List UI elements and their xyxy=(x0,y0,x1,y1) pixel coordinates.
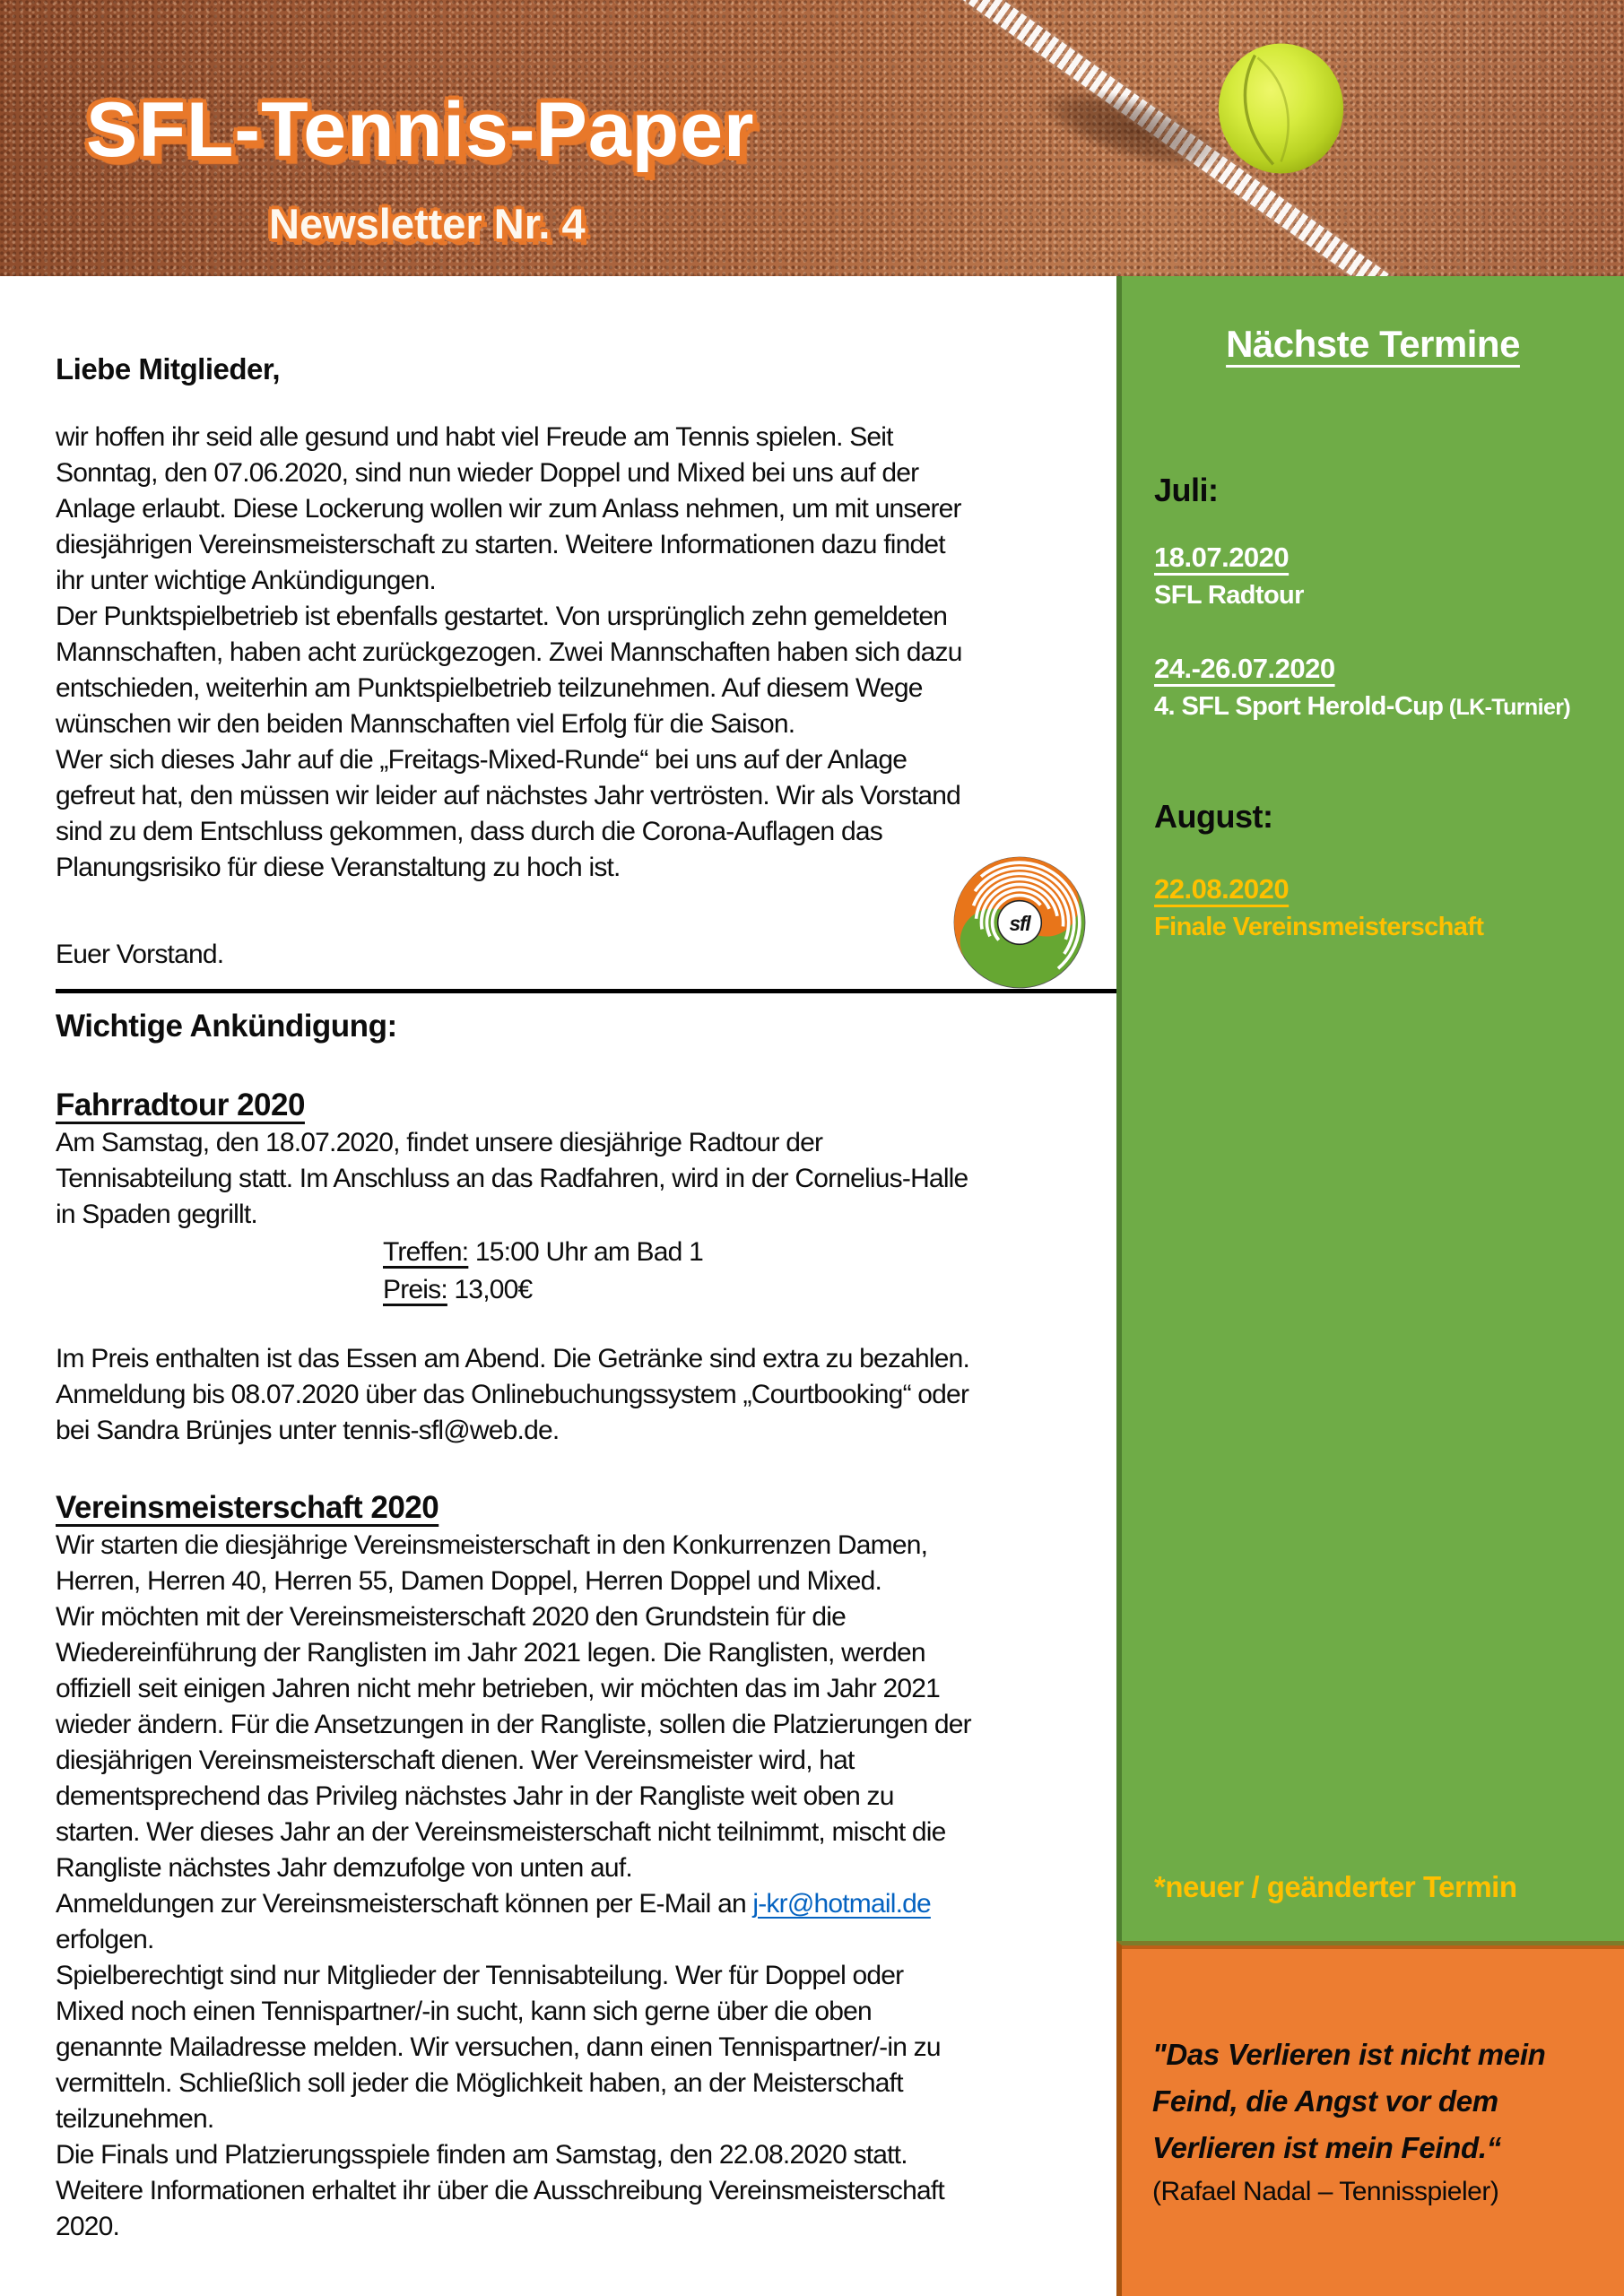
month-label-july: Juli: xyxy=(1154,472,1219,508)
event-name-herold-cup-main: 4. SFL Sport Herold-Cup xyxy=(1154,692,1444,721)
club-logo xyxy=(951,854,1088,991)
newsletter-title: SFL-Tennis-Paper xyxy=(86,87,755,173)
text-line: diesjährigen Vereinsmeisterschaft dienen. Wer Vereinsmeister wird, hat xyxy=(56,1746,855,1775)
main-content xyxy=(56,276,1116,2245)
event-name-radtour: SFL Radtour xyxy=(1154,581,1304,610)
text-line: wünschen wir den beiden Mannschaften viel Erfolg für die Saison. xyxy=(56,709,795,739)
price-line xyxy=(56,1272,1116,1308)
text-line: Herren, Herren 40, Herren 55, Damen Doppel, Herren Doppel und Mixed. xyxy=(56,1566,882,1596)
text-line: Feind, die Angst vor dem xyxy=(1152,2084,1498,2118)
text-line: dementsprechend das Privileg nächstes Jahr in der Rangliste weit oben zu xyxy=(56,1781,894,1811)
championship-heading: Vereinsmeisterschaft 2020 xyxy=(56,1490,439,1525)
biketour-heading: Fahrradtour 2020 xyxy=(56,1087,305,1122)
event-date-herold-cup: 24.-26.07.2020 xyxy=(1154,653,1335,684)
text-line: offiziell seit einigen Jahren nicht mehr betrieben, wir möchten das im Jahr 2021 xyxy=(56,1674,941,1703)
signoff-line: Euer Vorstand. xyxy=(56,940,224,969)
text-line: Anlage erlaubt. Diese Lockerung wollen wir zum Anlass nehmen, um mit unserer xyxy=(56,494,961,524)
text-line: "Das Verlieren ist nicht mein xyxy=(1152,2038,1546,2071)
text-line: wir hoffen ihr seid alle gesund und habt viel Freude am Tennis spielen. Seit xyxy=(56,422,893,452)
price-value: 13,00€ xyxy=(447,1275,533,1304)
text-line: Planungsrisiko für diese Veranstaltung zu hoch ist. xyxy=(56,853,621,882)
championship-paragraph-1 xyxy=(56,1528,1116,1886)
text-line: ihr unter wichtige Ankündigungen. xyxy=(56,566,436,595)
text-line: 2020. xyxy=(56,2212,120,2241)
text-line: Rangliste nächstes Jahr demzufolge von unten auf. xyxy=(56,1853,632,1883)
text-line: vermitteln. Schließlich soll jeder die Möglichkeit haben, an der Meisterschaft xyxy=(56,2068,903,2098)
text-line: Wiedereinführung der Ranglisten im Jahr 2021 legen. Die Ranglisten, werden xyxy=(56,1638,925,1668)
text-line: diesjährigen Vereinsmeisterschaft zu starten. Weitere Informationen dazu findet xyxy=(56,530,945,559)
text-line: Verlieren ist mein Feind.“ xyxy=(1152,2131,1501,2164)
text-line: Weitere Informationen erhaltet ihr über die Ausschreibung Vereinsmeisterschaft xyxy=(56,2176,944,2205)
email-line-prefix: Anmeldungen zur Vereinsmeisterschaft können per E-Mail an xyxy=(56,1889,753,1919)
club-logo-text: sfl xyxy=(1009,912,1030,936)
sidebar-heading: Nächste Termine xyxy=(1226,323,1520,365)
text-line: Mannschaften, haben acht zurückgezogen. Zwei Mannschaften haben sich dazu xyxy=(56,637,962,667)
tennis-ball-icon xyxy=(1216,42,1346,175)
text-line: Wir möchten mit der Vereinsmeisterschaft 2020 den Grundstein für die xyxy=(56,1602,847,1632)
meeting-line xyxy=(56,1235,1116,1270)
announcement-heading: Wichtige Ankündigung: xyxy=(56,1009,397,1044)
event-name-herold-cup xyxy=(1154,692,1570,722)
newsletter-subtitle: Newsletter Nr. 4 xyxy=(269,200,586,247)
biketour-paragraph-2 xyxy=(56,1341,1116,1449)
text-line: in Spaden gegrillt. xyxy=(56,1200,257,1229)
text-line: Die Finals und Platzierungsspiele finden am Samstag, den 22.08.2020 statt. xyxy=(56,2140,908,2170)
email-link[interactable]: j-kr@hotmail.de xyxy=(752,1889,931,1919)
text-line: sind zu dem Entschluss gekommen, dass durch die Corona-Auflagen das xyxy=(56,817,882,846)
text-line: teilzunehmen. xyxy=(56,2104,214,2134)
championship-paragraph-2 xyxy=(56,1922,1116,2245)
event-date-finale: 22.08.2020 xyxy=(1154,873,1290,905)
quote-attribution: (Rafael Nadal – Tennisspieler) xyxy=(1152,2177,1499,2206)
intro-paragraph xyxy=(56,420,1116,886)
price-label: Preis: xyxy=(383,1275,447,1304)
quote-panel xyxy=(1116,1941,1624,2296)
text-line: genannte Mailadresse melden. Wir versuchen, dann einen Tennispartner/-in zu xyxy=(56,2032,941,2062)
sidebar xyxy=(1116,276,1624,2296)
header-banner xyxy=(0,0,1624,276)
text-line: entschieden, weiterhin am Punktspielbetrieb teilzunehmen. Auf diesem Wege xyxy=(56,673,923,703)
greeting-line: Liebe Mitglieder, xyxy=(56,352,281,386)
text-line: Der Punktspielbetrieb ist ebenfalls gestartet. Von ursprünglich zehn gemeldeten xyxy=(56,602,948,631)
quote-text xyxy=(1152,2032,1624,2171)
text-line: Anmeldung bis 08.07.2020 über das Onlinebuchungssystem „Courtbooking“ oder xyxy=(56,1380,969,1409)
meeting-value: 15:00 Uhr am Bad 1 xyxy=(468,1237,703,1267)
text-line: bei Sandra Brünjes unter tennis-sfl@web.de. xyxy=(56,1416,560,1445)
text-line: Tennisabteilung statt. Im Anschluss an das Radfahren, wird in der Cornelius-Halle xyxy=(56,1164,968,1193)
text-line: Am Samstag, den 18.07.2020, findet unsere diesjährige Radtour der xyxy=(56,1128,823,1157)
changed-date-note: *neuer / geänderter Termin xyxy=(1154,1870,1517,1903)
text-line: erfolgen. xyxy=(56,1925,154,1954)
event-name-herold-cup-suffix: (LK-Turnier) xyxy=(1443,695,1571,720)
text-line: Wir starten die diesjährige Vereinsmeisterschaft in den Konkurrenzen Damen, xyxy=(56,1530,928,1560)
text-line: Im Preis enthalten ist das Essen am Abend. Die Getränke sind extra zu bezahlen. xyxy=(56,1344,970,1373)
event-name-finale: Finale Vereinsmeisterschaft xyxy=(1154,913,1484,941)
text-line: Wer sich dieses Jahr auf die „Freitags-Mixed-Runde“ bei uns auf der Anlage xyxy=(56,745,908,775)
text-line: gefreut hat, den müssen wir leider auf nächstes Jahr vertrösten. Wir als Vorstand xyxy=(56,781,961,810)
biketour-paragraph xyxy=(56,1125,1116,1233)
upcoming-dates-panel xyxy=(1116,276,1624,1941)
email-line xyxy=(56,1886,1116,1922)
text-line: Spielberechtigt sind nur Mitglieder der Tennisabteilung. Wer für Doppel oder xyxy=(56,1961,904,1990)
text-line: starten. Wer dieses Jahr an der Vereinsmeisterschaft nicht teilnimmt, mischt die xyxy=(56,1817,946,1847)
text-line: Mixed noch einen Tennispartner/-in sucht, kann sich gerne über die oben xyxy=(56,1997,872,2026)
meeting-label: Treffen: xyxy=(383,1237,469,1267)
text-line: wieder ändern. Für die Ansetzungen in der Rangliste, sollen die Platzierungen der xyxy=(56,1710,971,1739)
text-line: Sonntag, den 07.06.2020, sind nun wieder Doppel und Mixed bei uns auf der xyxy=(56,458,919,488)
month-label-august: August: xyxy=(1154,798,1273,835)
event-date-radtour: 18.07.2020 xyxy=(1154,542,1290,573)
